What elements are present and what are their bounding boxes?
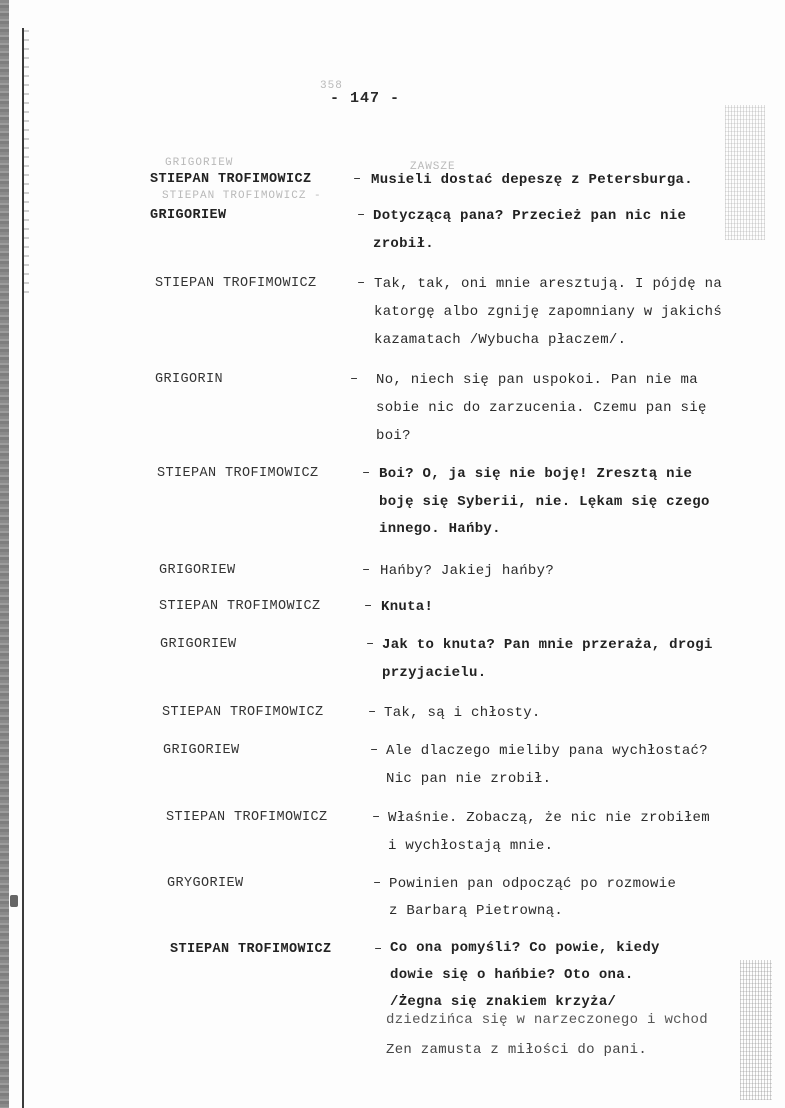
dialogue-line: boję się Syberii, nie. Lękam się czego (379, 494, 710, 510)
scan-edge-band (0, 0, 9, 1108)
dialogue-line: Jak to knuta? Pan mnie przeraża, drogi (382, 637, 713, 653)
dash: – (350, 372, 359, 387)
dialogue-line: Boi? O, ja się nie boję! Zresztą nie (379, 466, 693, 482)
dialogue-line: Ale dlaczego mieliby pana wychłostać? (386, 743, 708, 759)
dash: – (368, 705, 377, 720)
speaker-name: GRIGORIEW (160, 637, 237, 652)
dialogue-line: No, niech się pan uspokoi. Pan nie ma (376, 372, 698, 388)
dialogue-line: dziedzińca się w narzeczonego i wchod (386, 1012, 708, 1028)
bleed-through-smudge (725, 105, 765, 240)
dash: – (364, 599, 373, 614)
scan-blot (10, 895, 18, 907)
speaker-name: STIEPAN TROFIMOWICZ (155, 276, 317, 291)
dialogue-line: Tak, są i chłosty. (384, 705, 541, 721)
dialogue-line: Właśnie. Zobaczą, że nic nie zrobiłem (388, 810, 710, 826)
speaker-name: GRIGORIEW (150, 208, 227, 223)
speaker-name: STIEPAN TROFIMOWICZ (166, 810, 328, 825)
dash: – (374, 942, 383, 957)
dialogue-line: dowie się o hańbie? Oto ona. (390, 967, 634, 983)
ghost-text: GRIGORIEW (165, 157, 234, 169)
dialogue-line: Zen zamusta z miłości do pani. (386, 1042, 648, 1058)
bleed-through-smudge (740, 960, 772, 1100)
speaker-name: STIEPAN TROFIMOWICZ (159, 599, 321, 614)
dialogue-line: kazamatach /Wybucha płaczem/. (374, 332, 627, 348)
dash: – (372, 810, 381, 825)
speaker-name: STIEPAN TROFIMOWICZ (170, 942, 332, 957)
dialogue-line: boi? (376, 428, 411, 444)
dialogue-line: Hańby? Jakiej hańby? (380, 563, 555, 579)
dash: – (366, 637, 375, 652)
speaker-name: GRYGORIEW (167, 876, 244, 891)
ghost-text: ZAWSZE (410, 161, 456, 173)
dialogue-line: Musieli dostać depeszę z Petersburga. (371, 172, 693, 188)
dash: – (357, 276, 366, 291)
ghost-page-mark: 358 (320, 80, 343, 92)
speaker-name: STIEPAN TROFIMOWICZ (157, 466, 319, 481)
dialogue-line: Tak, tak, oni mnie aresztują. I pójdę na (374, 276, 723, 292)
speaker-name: GRIGORIEW (159, 563, 236, 578)
ghost-text: STIEPAN TROFIMOWICZ - (162, 190, 322, 202)
dash: – (370, 743, 379, 758)
dialogue-line: Powinien pan odpocząć po rozmowie (389, 876, 677, 892)
dialogue-line: Nic pan nie zrobił. (386, 771, 552, 787)
dialogue-line: innego. Hańby. (379, 521, 501, 537)
dash: – (357, 208, 366, 223)
dash: – (373, 876, 382, 891)
dialogue-line: i wychłostają mnie. (388, 838, 554, 854)
dialogue-line: Co ona pomyśli? Co powie, kiedy (390, 940, 660, 956)
speaker-name: STIEPAN TROFIMOWICZ (162, 705, 324, 720)
speaker-name: STIEPAN TROFIMOWICZ (150, 172, 312, 187)
dialogue-line: Dotyczącą pana? Przecież pan nic nie (373, 208, 687, 224)
dialogue-line: /Żegna się znakiem krzyża/ (390, 994, 617, 1010)
speaker-name: GRIGORIN (155, 372, 224, 387)
dialogue-line: przyjacielu. (382, 665, 487, 681)
dash: – (353, 172, 362, 187)
scan-speckle (24, 30, 29, 300)
speaker-name: GRIGORIEW (163, 743, 240, 758)
dash: – (362, 563, 371, 578)
dialogue-line: z Barbarą Pietrowną. (389, 903, 564, 919)
dialogue-line: katorgę albo zgniję zapomniany w jakichś (374, 304, 723, 320)
dialogue-line: sobie nic do zarzucenia. Czemu pan się (376, 400, 707, 416)
page-number: - 147 - (330, 90, 401, 107)
dialogue-line: zrobił. (373, 236, 434, 252)
dash: – (362, 466, 371, 481)
dialogue-line: Knuta! (381, 599, 434, 615)
